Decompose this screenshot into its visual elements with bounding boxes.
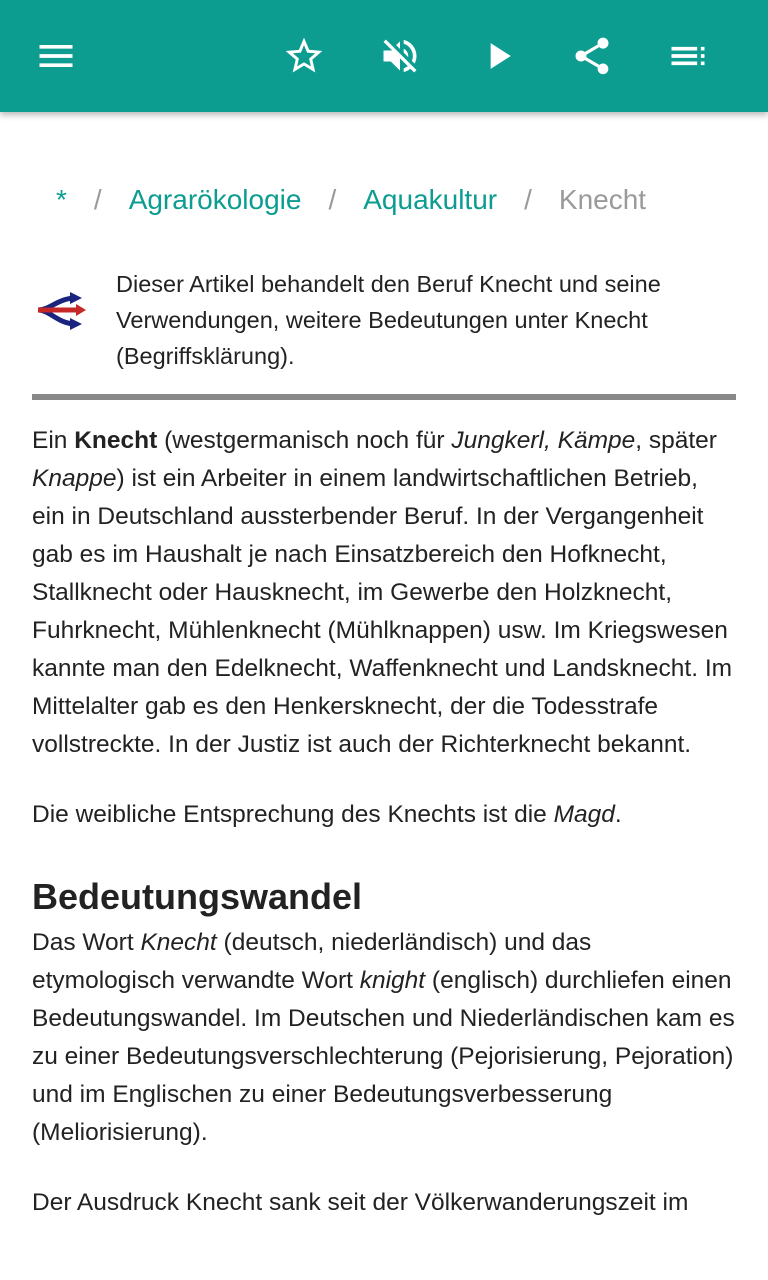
- breadcrumb-home-link[interactable]: *: [56, 184, 67, 215]
- bookmark-button[interactable]: [276, 28, 332, 84]
- article-content: [32, 112, 736, 1222]
- breadcrumb-current: Knecht: [558, 184, 647, 215]
- star-outline-icon: [282, 34, 326, 78]
- article-paragraph: Der Ausdruck Knecht sank seit der Völkerwanderungszeit im: [32, 1189, 689, 1216]
- hatnote: [32, 266, 736, 400]
- article-paragraph: Die weibliche Entsprechung des Knechts ist die Magd.: [32, 801, 622, 828]
- share-icon: [570, 34, 614, 78]
- playlist-icon: [666, 34, 710, 78]
- play-button[interactable]: [470, 28, 526, 84]
- menu-button[interactable]: [28, 28, 84, 84]
- hatnote-text: Dieser Artikel behandelt den Beruf Knecht und seine Verwendungen, weitere Bedeutungen unter Knecht (Begriffsklärung).: [116, 271, 661, 369]
- volume-off-icon: [378, 34, 422, 78]
- breadcrumb-separator: /: [524, 184, 532, 215]
- article-paragraph: Ein Knecht (westgermanisch noch für Jungkerl, Kämpe, später Knappe) ist ein Arbeiter in einem landwirtschaftlichen Betrieb, ein in Deutschland aussterbender Beruf. In der Vergangenheit gab es im Haushalt je nach Einsatzbereich den Hofknecht, Stallknecht oder Hausknecht, im Gewerbe den Holzknecht, Fuhrknecht, Mühlenknecht (Mühlknappen) usw. Im Kriegswesen kannte man den Edelknecht, Waffenknecht und Landsknecht. Im Mittelalter gab es den Henkersknecht, der die Todesstrafe vollstreckte. In der Justiz ist auch der Richterknecht bekannt.: [32, 427, 733, 758]
- disambiguation-icon: [32, 266, 116, 337]
- mute-button[interactable]: [372, 28, 428, 84]
- article-term: Knecht: [74, 427, 158, 454]
- section-heading: Bedeutungswandel: [32, 876, 363, 917]
- share-button[interactable]: [564, 28, 620, 84]
- breadcrumb-link-aquakultur[interactable]: Aquakultur: [363, 184, 498, 215]
- play-icon: [476, 34, 520, 78]
- breadcrumb-link-agraroekologie[interactable]: Agrarökologie: [128, 184, 302, 215]
- menu-icon: [34, 34, 78, 78]
- breadcrumb-separator: /: [93, 184, 102, 215]
- breadcrumb: [32, 180, 736, 220]
- breadcrumb-separator: /: [328, 184, 337, 215]
- contents-button[interactable]: [660, 28, 716, 84]
- app-toolbar: [0, 0, 768, 112]
- article-paragraph: Das Wort Knecht (deutsch, niederländisch) und das etymologisch verwandte Wort knight (englisch) durchliefen einen Bedeutungswandel. Im Deutschen und Niederländischen kam es zu einer Bedeutungsverschlechterung (Pejorisierung, Pejoration) und im Englischen zu einer Bedeutungsverbesserung (Meliorisierung).: [32, 929, 735, 1146]
